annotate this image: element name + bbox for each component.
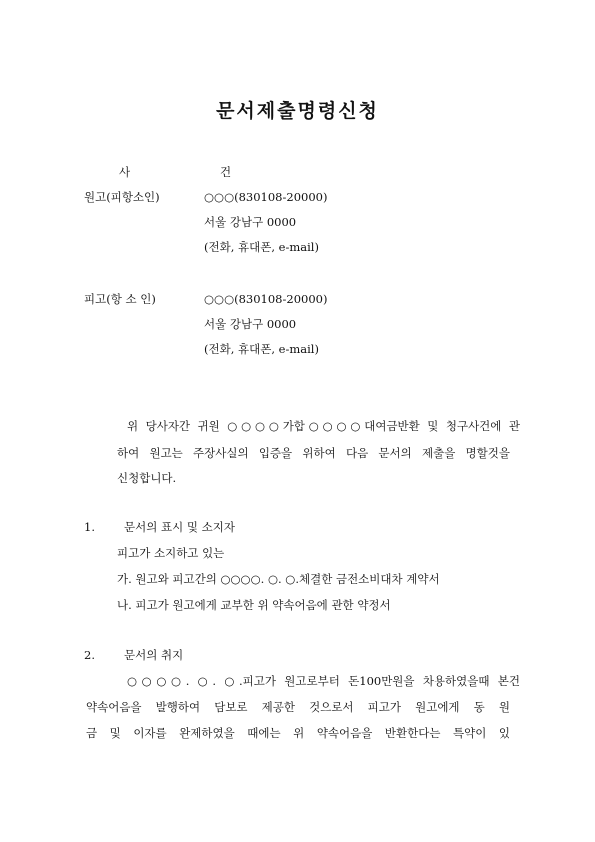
section-line: 금 및 이자를 완제하였을 때에는 위 약속어음을 반환한다는 특약이 있 <box>86 726 510 740</box>
intro-line: 위 당사자간 귀원 ○○○○가합○○○○대여금반환 및 청구사건에 관 <box>127 419 520 433</box>
section-heading: 문서의 취지 <box>124 648 184 662</box>
section-number: 2. <box>84 648 95 662</box>
intro-line: 하여 원고는 주장사실의 입증을 위하여 다음 문서의 제출을 명할것을 <box>117 446 510 460</box>
section-line: 나. 피고가 원고에게 교부한 위 약속어음에 관한 약정서 <box>117 598 391 612</box>
section-line: ○○○○. ○. ○.피고가 원고로부터 돈100만원을 차용하였을때 본건 <box>127 674 520 688</box>
intro-line: 신청합니다. <box>117 471 177 485</box>
section-number: 1. <box>84 520 95 534</box>
defendant-name: ○○○(830108-20000) <box>204 292 328 306</box>
section-line: 약속어음을 발행하여 담보로 제공한 것으로서 피고가 원고에게 동 원 <box>86 700 510 714</box>
case-label-first: 사 <box>119 165 131 179</box>
case-label-second: 건 <box>220 165 232 179</box>
defendant-address: 서울 강남구 0000 <box>204 317 297 331</box>
plaintiff-address: 서울 강남구 0000 <box>204 215 297 229</box>
section-heading: 문서의 표시 및 소지자 <box>124 520 235 534</box>
defendant-contact: (전화, 휴대폰, e-mail) <box>204 342 319 356</box>
plaintiff-contact: (전화, 휴대폰, e-mail) <box>204 240 319 254</box>
section-line: 피고가 소지하고 있는 <box>117 546 225 560</box>
plaintiff-label: 원고(피항소인) <box>84 190 160 204</box>
section-line: 가. 원고와 피고간의 ○○○○. ○. ○.체결한 금전소비대차 계약서 <box>117 572 440 586</box>
document-title: 문서제출명령신청 <box>216 100 379 122</box>
plaintiff-name: ○○○(830108-20000) <box>204 190 328 204</box>
defendant-label: 피고(항 소 인) <box>84 292 156 306</box>
